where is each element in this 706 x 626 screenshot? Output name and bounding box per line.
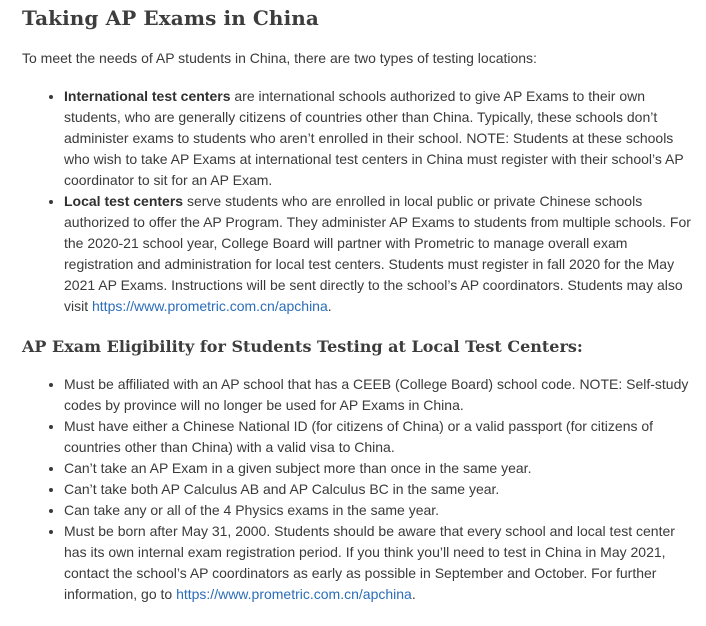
prometric-link-2[interactable]: https://www.prometric.com.cn/apchina	[176, 586, 412, 602]
punctuation: .	[327, 298, 332, 314]
term-local: Local test centers	[64, 193, 184, 209]
list-item: • Can’t take an AP Exam in a given subject more than once in the same year.	[64, 458, 692, 479]
eligibility-list	[22, 374, 692, 605]
punctuation: .	[411, 586, 416, 602]
list-item	[64, 521, 692, 605]
local-description: serve students who are enrolled in local public or private Chinese schools authorized to offer the AP Program. They administer AP Exams to students from multiple schools. For the 2020-21 school year, College Board will partner with Prometric to manage overall exam registration and administration for local test centers. Students must register in fall 2020 for the May 2021 AP Exams. Instructions will be sent directly to the school’s AP coordinators. Students may also visit	[64, 193, 691, 314]
page-title: Taking AP Exams in China	[22, 6, 319, 30]
intro-paragraph: To meet the needs of AP students in China, there are two types of testing locations:	[22, 50, 537, 66]
birth-date-requirement: Must be born after May 31, 2000. Students should be aware that every school and local test center has its own internal exam registration period. If you think you’ll need to test in China in May 2021, contact the school’s AP coordinators as early as possible in September and October. For further information, go to	[64, 523, 675, 602]
eligibility-heading: AP Exam Eligibility for Students Testing at Local Test Centers:	[22, 337, 583, 356]
testing-locations-list	[22, 86, 692, 317]
list-item-international	[64, 86, 692, 191]
list-item-local	[64, 191, 692, 317]
list-item: • Must be affiliated with an AP school that has a CEEB (College Board) school code. NOTE: Self-study codes by province will no longer be used for AP Exams in China.	[64, 374, 692, 416]
prometric-link[interactable]: https://www.prometric.com.cn/apchina	[92, 298, 328, 314]
list-item: • Can take any or all of the 4 Physics exams in the same year.	[64, 500, 692, 521]
international-description: are international schools authorized to give AP Exams to their own students, who are generally citizens of countries other than China. Typically, these schools don’t administer exams to students who aren’t enrolled in their school. NOTE: Students at these schools who wish to take AP Exams at international test centers in China must register with their school’s AP coordinator to sit for an AP Exam.	[64, 88, 684, 188]
list-item: • Must have either a Chinese National ID (for citizens of China) or a valid passport (for citizens of countries other than China) with a valid visa to China.	[64, 416, 692, 458]
term-international: International test centers	[64, 88, 231, 104]
list-item: • Can’t take both AP Calculus AB and AP Calculus BC in the same year.	[64, 479, 692, 500]
